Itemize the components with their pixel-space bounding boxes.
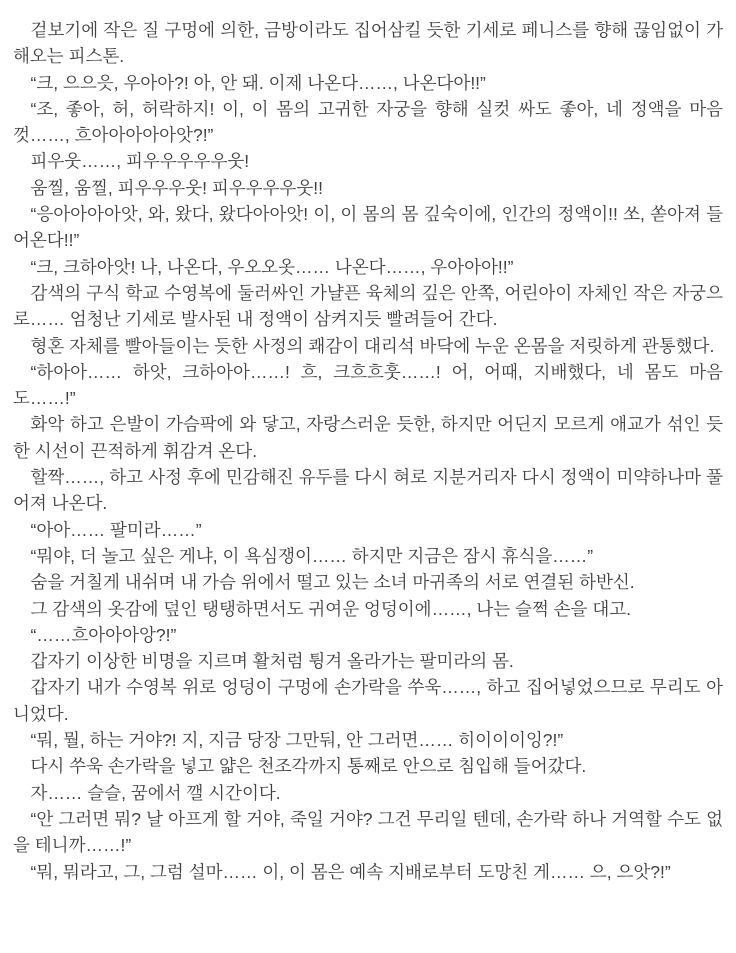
paragraph: “아아…… 팔미라……” <box>30 519 202 540</box>
paragraph: “안 그러면 뭐? 날 아프게 할 거야, 죽일 거야? 그건 무리일 텐데, 손가락 하나 거역할 수도 없을 테니까……!” <box>13 808 723 856</box>
paragraph: 형혼 자체를 빨아들이는 듯한 사정의 쾌감이 대리석 바닥에 누운 온몸을 저릿하게 관통했다. <box>30 335 715 356</box>
paragraph: “크, 크하아앗! 나, 나온다, 우오오옷…… 나온다……, 우아아아!!” <box>30 256 514 277</box>
paragraph: 화악 하고 은발이 가슴팍에 와 닿고, 자랑스러운 듯한, 하지만 어딘지 모르게 애교가 섞인 듯한 시선이 끈적하게 휘감겨 온다. <box>13 414 723 461</box>
paragraph: 겉보기에 작은 질 구멍에 의한, 금방이라도 집어삼킬 듯한 기세로 페니스를 향해 끊임없이 가해오는 피스톤. <box>13 20 723 67</box>
paragraph: 갑자기 이상한 비명을 지르며 활처럼 튕겨 올라가는 팔미라의 몸. <box>30 651 514 672</box>
paragraph: 할짝……, 하고 사정 후에 민감해진 유두를 다시 혀로 지분거리자 다시 정액이 미약하나마 풀어져 나온다. <box>13 467 723 514</box>
paragraph: “뭐야, 더 놀고 싶은 게냐, 이 욕심쟁이…… 하지만 지금은 잠시 휴식을……” <box>30 545 594 566</box>
paragraph: 움찔, 움찔, 피우우우웃! 피우우우우웃!! <box>30 177 323 198</box>
paragraph: “……흐아아아앙?!” <box>30 624 177 645</box>
paragraph: “조, 좋아, 허, 허락하지! 이, 이 몸의 고귀한 자궁을 향해 실컷 싸도 좋아, 네 정액을 마음껏……, 흐아아아아아앗?!” <box>13 98 723 146</box>
paragraph: “하아아…… 하앗, 크하아아……! 흐, 크흐흐훗……! 어, 어때, 지배했다, 네 몸도 마음도……!” <box>13 361 723 409</box>
paragraph: 자…… 슬슬, 꿈에서 깰 시간이다. <box>30 782 281 803</box>
paragraph: 그 감색의 옷감에 덮인 탱탱하면서도 귀여운 엉덩이에……, 나는 슬쩍 손을 대고. <box>30 598 631 619</box>
paragraph: 감색의 구식 학교 수영복에 둘러싸인 가냘픈 육체의 깊은 안쪽, 어린아이 자체인 작은 자궁으로…… 엄청난 기세로 발사된 내 정액이 삼켜지듯 빨려들어 간다. <box>13 282 723 330</box>
paragraph: 피우웃……, 피우우우우우웃! <box>30 151 250 172</box>
paragraph: “응아아아아앗, 와, 왔다, 왔다아아앗! 이, 이 몸의 몸 깊숙이에, 인간의 정액이!! 쏘, 쏟아져 들어온다!!” <box>13 204 723 251</box>
paragraph: 다시 쑤욱 손가락을 넣고 얇은 천조각까지 통째로 안으로 침입해 들어갔다. <box>30 756 587 777</box>
paragraph: “크, 으으읏, 우아아?! 아, 안 돼. 이제 나온다……, 나온다아!!” <box>30 72 486 93</box>
paragraph: 숨을 거칠게 내쉬며 내 가슴 위에서 떨고 있는 소녀 마귀족의 서로 연결된 하반신. <box>30 572 635 593</box>
paragraph: “뭐, 뭘, 하는 거야?! 지, 지금 당장 그만둬, 안 그러면…… 히이이이잉?!” <box>30 730 564 751</box>
paragraph: 갑자기 내가 수영복 위로 엉덩이 구멍에 손가락을 쑤욱……, 하고 집어넣었으므로 무리도 아니었다. <box>13 677 723 724</box>
paragraph: “뭐, 뭐라고, 그, 그럼 설마…… 이, 이 몸은 예속 지배로부터 도망친 게…… 으, 으앗?!” <box>30 861 671 882</box>
